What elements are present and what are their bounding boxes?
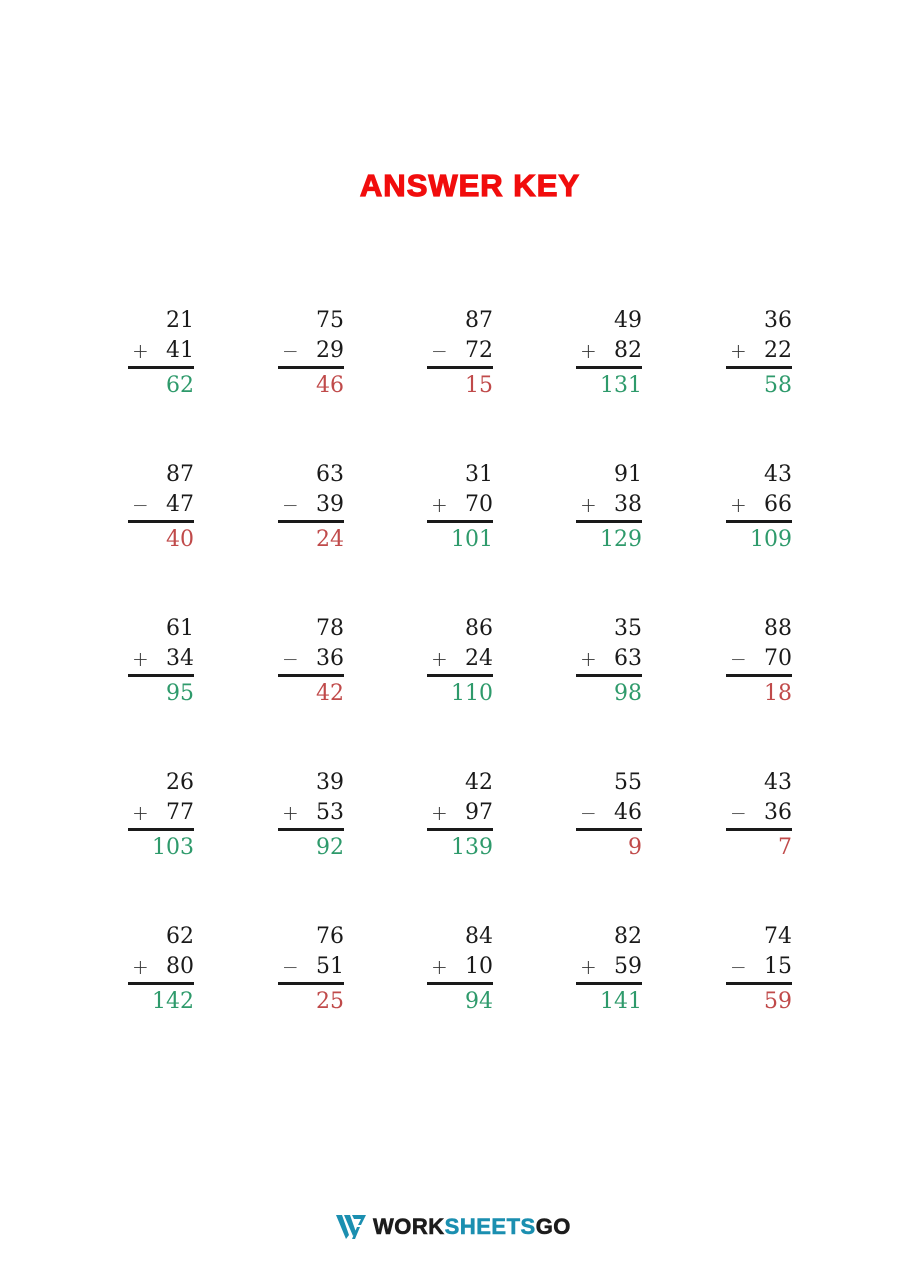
problem-4-3 [427, 768, 493, 863]
top-operand-value: 36 [764, 308, 792, 333]
top-operand-value: 26 [166, 770, 194, 795]
minus-sign: − [431, 339, 448, 363]
problem-1-4 [576, 306, 642, 401]
answer-value: 24 [316, 527, 344, 552]
sum-rule-divider [128, 828, 194, 831]
problem-5-1 [128, 922, 194, 1017]
bottom-operand-value: 41 [166, 338, 194, 363]
top-operand [128, 460, 194, 490]
sum-rule-divider [726, 366, 792, 369]
minus-sign: − [282, 339, 299, 363]
answer-value: 15 [465, 373, 493, 398]
bottom-operand-row [726, 952, 792, 982]
bottom-operand-row [278, 644, 344, 674]
minus-sign: − [282, 493, 299, 517]
sum-rule-divider [278, 674, 344, 677]
answer-value: 139 [451, 835, 493, 860]
sum-rule-divider [278, 828, 344, 831]
plus-sign: + [580, 339, 597, 363]
top-operand [278, 460, 344, 490]
problem-2-3 [427, 460, 493, 555]
sum-rule-divider [726, 520, 792, 523]
problem-3-2 [278, 614, 344, 709]
minus-sign: − [730, 801, 747, 825]
top-operand [278, 922, 344, 952]
top-operand-value: 75 [316, 308, 344, 333]
sum-rule-divider [726, 674, 792, 677]
bottom-operand-row [576, 952, 642, 982]
bottom-operand-row [576, 490, 642, 520]
problem-2-4 [576, 460, 642, 555]
brand-part-sheets: SHEETS [444, 1214, 536, 1239]
minus-sign: − [730, 647, 747, 671]
top-operand-value: 88 [764, 616, 792, 641]
answer-value: 92 [316, 835, 344, 860]
answer-value: 95 [166, 681, 194, 706]
bottom-operand-value: 59 [614, 954, 642, 979]
problem-5-3 [427, 922, 493, 1017]
bottom-operand-value: 70 [465, 492, 493, 517]
answer-value: 94 [465, 989, 493, 1014]
bottom-operand-value: 70 [764, 646, 792, 671]
answer-value: 62 [166, 373, 194, 398]
top-operand-value: 35 [614, 616, 642, 641]
top-operand [427, 768, 493, 798]
problem-2-1 [128, 460, 194, 555]
bottom-operand-row [427, 336, 493, 366]
top-operand-value: 62 [166, 924, 194, 949]
bottom-operand-row [128, 336, 194, 366]
bottom-operand-row [427, 798, 493, 828]
bottom-operand-row [128, 952, 194, 982]
sum-rule-divider [128, 520, 194, 523]
bottom-operand-value: 80 [166, 954, 194, 979]
bottom-operand-value: 72 [465, 338, 493, 363]
top-operand [278, 768, 344, 798]
bottom-operand-value: 77 [166, 800, 194, 825]
answer-value: 110 [451, 681, 493, 706]
plus-sign: + [132, 955, 149, 979]
answer-value: 59 [764, 989, 792, 1014]
brand-part-go: GO [535, 1214, 571, 1239]
problem-2-5 [726, 460, 792, 555]
top-operand-value: 39 [316, 770, 344, 795]
top-operand [726, 460, 792, 490]
problem-5-4 [576, 922, 642, 1017]
top-operand-value: 21 [166, 308, 194, 333]
bottom-operand-value: 15 [764, 954, 792, 979]
problem-1-2 [278, 306, 344, 401]
bottom-operand-row [427, 644, 493, 674]
top-operand [576, 768, 642, 798]
problem-5-2 [278, 922, 344, 1017]
answer-value: 131 [600, 373, 642, 398]
bottom-operand-value: 51 [316, 954, 344, 979]
minus-sign: − [282, 955, 299, 979]
problem-3-3 [427, 614, 493, 709]
bottom-operand-value: 46 [614, 800, 642, 825]
problem-2-2 [278, 460, 344, 555]
bottom-operand-value: 24 [465, 646, 493, 671]
bottom-operand-value: 82 [614, 338, 642, 363]
brand-footer [335, 1213, 571, 1241]
bottom-operand-value: 97 [465, 800, 493, 825]
answer-value: 101 [451, 527, 493, 552]
plus-sign: + [282, 801, 299, 825]
top-operand [576, 460, 642, 490]
problem-4-1 [128, 768, 194, 863]
top-operand-value: 91 [614, 462, 642, 487]
top-operand-value: 31 [465, 462, 493, 487]
top-operand-value: 42 [465, 770, 493, 795]
bottom-operand-row [278, 952, 344, 982]
top-operand-value: 82 [614, 924, 642, 949]
plus-sign: + [431, 493, 448, 517]
top-operand [128, 922, 194, 952]
top-operand [278, 614, 344, 644]
minus-sign: − [730, 955, 747, 979]
top-operand [726, 768, 792, 798]
top-operand-value: 43 [764, 462, 792, 487]
bottom-operand-row [128, 798, 194, 828]
worksheetsgo-logo-icon [335, 1213, 367, 1241]
top-operand-value: 87 [465, 308, 493, 333]
plus-sign: + [132, 339, 149, 363]
problem-3-5 [726, 614, 792, 709]
answer-value: 129 [600, 527, 642, 552]
answer-value: 18 [764, 681, 792, 706]
problem-1-3 [427, 306, 493, 401]
bottom-operand-value: 38 [614, 492, 642, 517]
top-operand [726, 306, 792, 336]
top-operand-value: 63 [316, 462, 344, 487]
sum-rule-divider [128, 366, 194, 369]
sum-rule-divider [576, 520, 642, 523]
answer-value: 46 [316, 373, 344, 398]
plus-sign: + [580, 647, 597, 671]
sum-rule-divider [576, 674, 642, 677]
minus-sign: − [132, 493, 149, 517]
bottom-operand-value: 34 [166, 646, 194, 671]
page-title: ANSWER KEY [359, 168, 581, 203]
plus-sign: + [431, 955, 448, 979]
bottom-operand-value: 10 [465, 954, 493, 979]
plus-sign: + [730, 339, 747, 363]
top-operand [576, 306, 642, 336]
answer-value: 141 [600, 989, 642, 1014]
plus-sign: + [132, 647, 149, 671]
top-operand [427, 614, 493, 644]
sum-rule-divider [427, 520, 493, 523]
bottom-operand-row [576, 336, 642, 366]
plus-sign: + [580, 955, 597, 979]
bottom-operand-value: 36 [316, 646, 344, 671]
minus-sign: − [580, 801, 597, 825]
top-operand-value: 86 [465, 616, 493, 641]
sum-rule-divider [427, 828, 493, 831]
problem-4-4 [576, 768, 642, 863]
minus-sign: − [282, 647, 299, 671]
answer-value: 9 [628, 835, 642, 860]
plus-sign: + [431, 801, 448, 825]
sum-rule-divider [427, 366, 493, 369]
answer-value: 42 [316, 681, 344, 706]
answer-value: 109 [750, 527, 792, 552]
answer-value: 103 [152, 835, 194, 860]
top-operand-value: 87 [166, 462, 194, 487]
bottom-operand-row [726, 490, 792, 520]
sum-rule-divider [128, 674, 194, 677]
sum-rule-divider [576, 828, 642, 831]
answer-value: 40 [166, 527, 194, 552]
plus-sign: + [132, 801, 149, 825]
bottom-operand-value: 39 [316, 492, 344, 517]
top-operand-value: 43 [764, 770, 792, 795]
sum-rule-divider [726, 828, 792, 831]
plus-sign: + [730, 493, 747, 517]
bottom-operand-row [427, 490, 493, 520]
bottom-operand-row [726, 336, 792, 366]
answer-value: 25 [316, 989, 344, 1014]
bottom-operand-row [278, 798, 344, 828]
answer-value: 58 [764, 373, 792, 398]
top-operand [427, 306, 493, 336]
top-operand [726, 922, 792, 952]
sum-rule-divider [576, 982, 642, 985]
problem-1-1 [128, 306, 194, 401]
bottom-operand-row [576, 644, 642, 674]
problem-4-2 [278, 768, 344, 863]
plus-sign: + [580, 493, 597, 517]
sum-rule-divider [278, 366, 344, 369]
brand-name [373, 1214, 571, 1240]
bottom-operand-value: 63 [614, 646, 642, 671]
bottom-operand-value: 47 [166, 492, 194, 517]
answer-value: 98 [614, 681, 642, 706]
bottom-operand-row [576, 798, 642, 828]
bottom-operand-value: 36 [764, 800, 792, 825]
top-operand-value: 78 [316, 616, 344, 641]
answer-value: 7 [778, 835, 792, 860]
top-operand-value: 84 [465, 924, 493, 949]
plus-sign: + [431, 647, 448, 671]
top-operand-value: 74 [764, 924, 792, 949]
top-operand [128, 614, 194, 644]
top-operand [726, 614, 792, 644]
top-operand [427, 460, 493, 490]
bottom-operand-row [726, 798, 792, 828]
bottom-operand-row [278, 336, 344, 366]
top-operand-value: 76 [316, 924, 344, 949]
sum-rule-divider [427, 982, 493, 985]
bottom-operand-value: 66 [764, 492, 792, 517]
sum-rule-divider [278, 520, 344, 523]
bottom-operand-value: 22 [764, 338, 792, 363]
problem-3-1 [128, 614, 194, 709]
top-operand [427, 922, 493, 952]
top-operand-value: 49 [614, 308, 642, 333]
sum-rule-divider [427, 674, 493, 677]
bottom-operand-row [427, 952, 493, 982]
bottom-operand-row [128, 644, 194, 674]
problem-1-5 [726, 306, 792, 401]
bottom-operand-value: 53 [316, 800, 344, 825]
sum-rule-divider [278, 982, 344, 985]
bottom-operand-row [278, 490, 344, 520]
bottom-operand-row [726, 644, 792, 674]
problem-4-5 [726, 768, 792, 863]
top-operand-value: 61 [166, 616, 194, 641]
top-operand [128, 768, 194, 798]
bottom-operand-row [128, 490, 194, 520]
top-operand [278, 306, 344, 336]
bottom-operand-value: 29 [316, 338, 344, 363]
problem-3-4 [576, 614, 642, 709]
sum-rule-divider [726, 982, 792, 985]
top-operand [576, 922, 642, 952]
top-operand-value: 55 [614, 770, 642, 795]
top-operand [128, 306, 194, 336]
sum-rule-divider [128, 982, 194, 985]
answer-value: 142 [152, 989, 194, 1014]
sum-rule-divider [576, 366, 642, 369]
problem-5-5 [726, 922, 792, 1017]
brand-part-work: WORK [373, 1214, 445, 1239]
top-operand [576, 614, 642, 644]
